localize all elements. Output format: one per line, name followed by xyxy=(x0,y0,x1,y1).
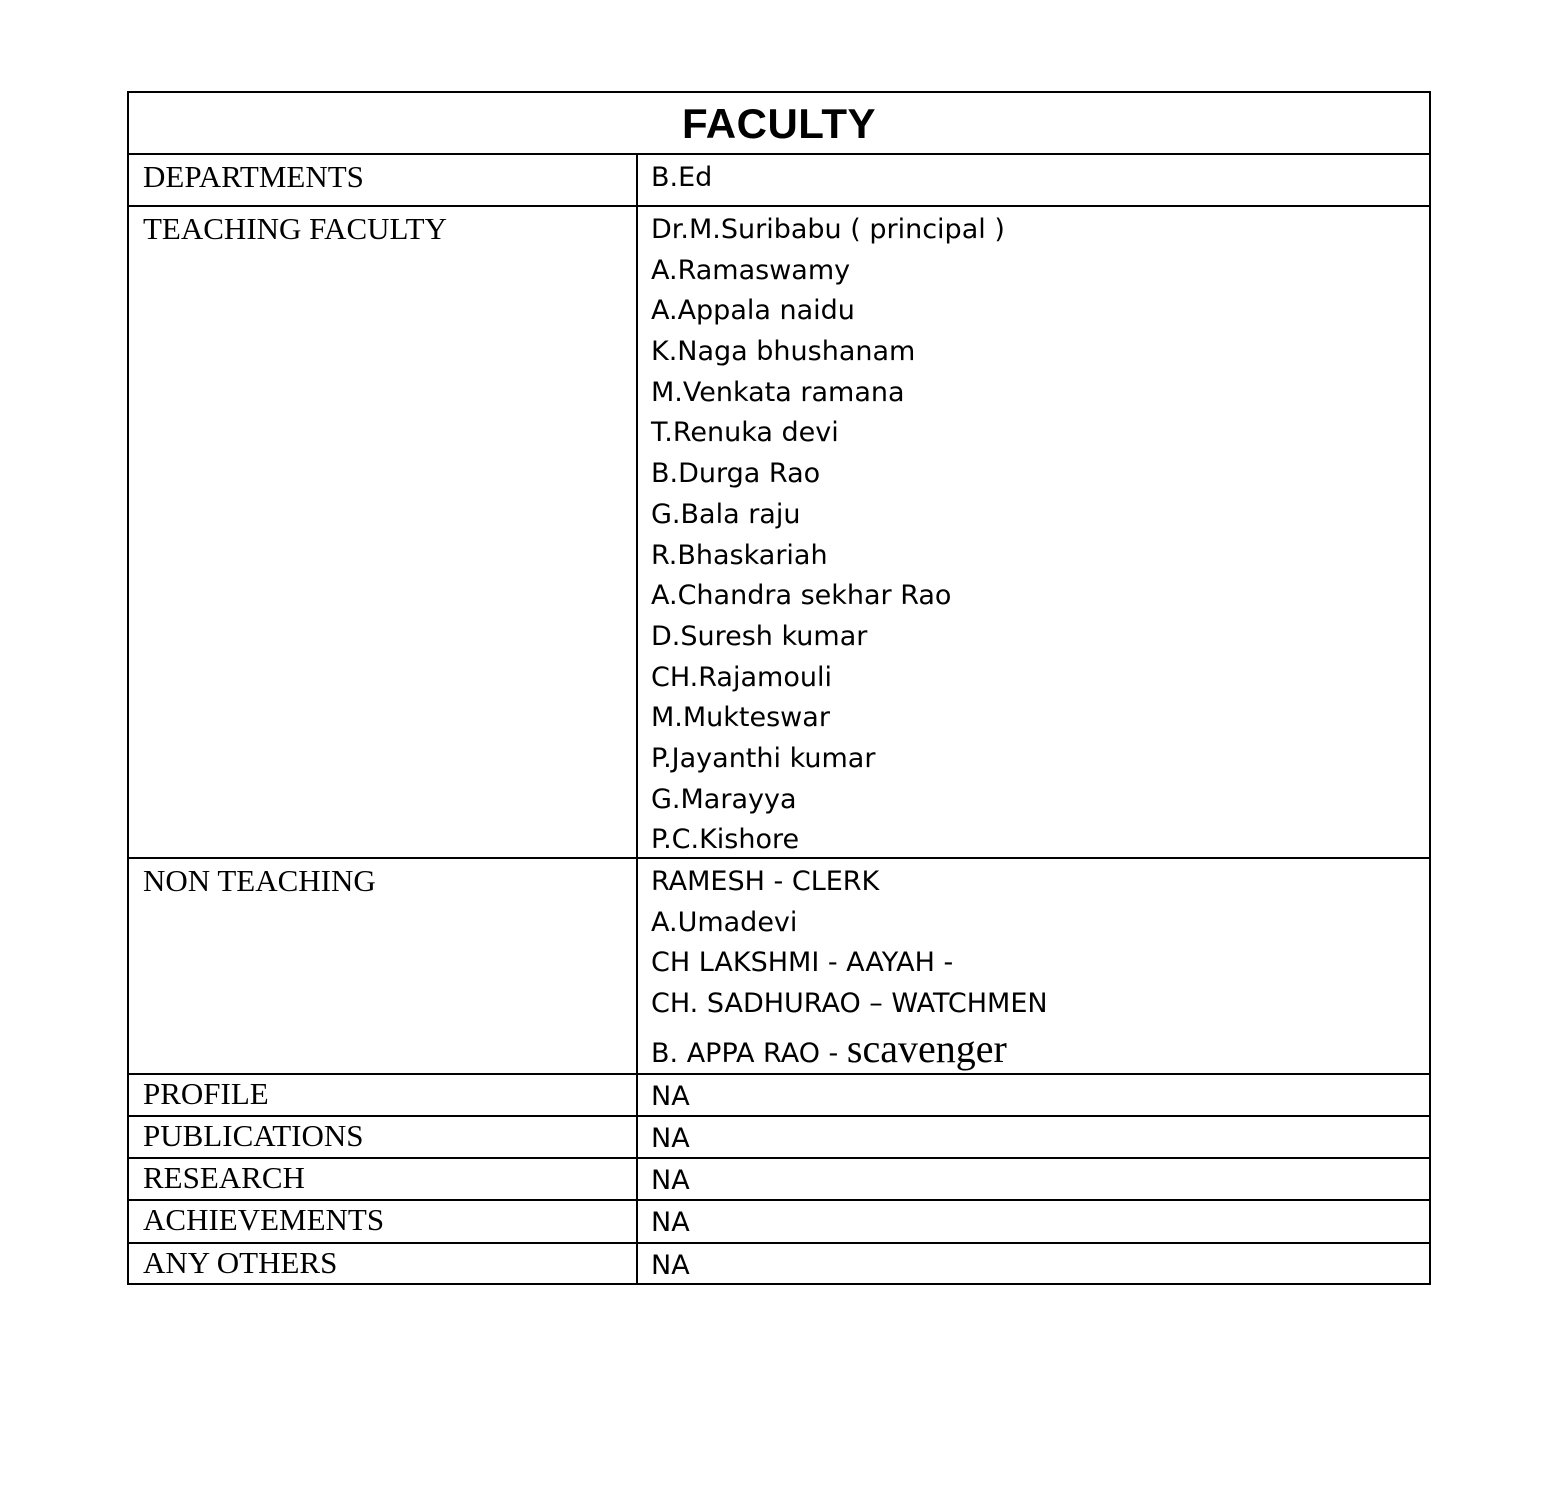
departments-row xyxy=(129,155,1429,207)
departments-label: DEPARTMENTS xyxy=(143,159,364,194)
profile-label: PROFILE xyxy=(143,1076,269,1111)
teaching-faculty-name: G.Bala raju xyxy=(651,498,801,530)
research-label: RESEARCH xyxy=(143,1160,305,1195)
publications-label: PUBLICATIONS xyxy=(143,1118,364,1153)
non-teaching-name: RAMESH - CLERK xyxy=(651,866,880,897)
teaching-faculty-name: A.Chandra sekhar Rao xyxy=(651,580,952,612)
any-others-row xyxy=(129,1244,1429,1285)
profile-row xyxy=(129,1075,1429,1117)
teaching-faculty-name: G.Marayya xyxy=(651,783,797,815)
achievements-label: ACHIEVEMENTS xyxy=(143,1202,385,1237)
non-teaching-list xyxy=(651,862,1048,1073)
profile-value: NA xyxy=(651,1081,690,1112)
teaching-faculty-name: K.Naga bhushanam xyxy=(651,336,916,368)
non-teaching-last-role: scavenger xyxy=(846,1025,1007,1071)
teaching-faculty-name: R.Bhaskariah xyxy=(651,539,828,571)
teaching-faculty-name: Dr.M.Suribabu ( principal ) xyxy=(651,214,1005,245)
publications-row xyxy=(129,1117,1429,1159)
teaching-faculty-label: TEACHING FACULTY xyxy=(143,211,447,246)
teaching-faculty-name: P.Jayanthi kumar xyxy=(651,742,876,774)
teaching-faculty-name: A.Ramaswamy xyxy=(651,254,851,286)
teaching-faculty-name: CH.Rajamouli xyxy=(651,661,832,693)
teaching-faculty-name: T.Renuka devi xyxy=(651,417,839,449)
non-teaching-label: NON TEACHING xyxy=(143,863,376,898)
column-divider xyxy=(636,155,638,1285)
research-row xyxy=(129,1159,1429,1201)
any-others-label: ANY OTHERS xyxy=(143,1245,338,1280)
table-title: FACULTY xyxy=(129,93,1429,155)
teaching-faculty-name: M.Venkata ramana xyxy=(651,376,905,408)
any-others-value: NA xyxy=(651,1250,690,1281)
achievements-value: NA xyxy=(651,1207,690,1238)
achievements-row xyxy=(129,1201,1429,1244)
teaching-faculty-name: M.Mukteswar xyxy=(651,702,830,734)
teaching-faculty-name: B.Durga Rao xyxy=(651,458,821,490)
teaching-faculty-list xyxy=(651,210,1005,861)
non-teaching-name: A.Umadevi xyxy=(651,906,798,938)
publications-value: NA xyxy=(651,1123,690,1154)
teaching-faculty-name: D.Suresh kumar xyxy=(651,620,868,652)
non-teaching-name: CH LAKSHMI - AAYAH - xyxy=(651,947,954,979)
teaching-faculty-row xyxy=(129,207,1429,859)
faculty-table xyxy=(127,91,1431,1285)
non-teaching-row xyxy=(129,859,1429,1075)
teaching-faculty-name: P.C.Kishore xyxy=(651,824,800,856)
research-value: NA xyxy=(651,1165,690,1196)
departments-value: B.Ed xyxy=(651,162,713,193)
non-teaching-name: CH. SADHURAO – WATCHMEN xyxy=(651,988,1048,1020)
non-teaching-name-last xyxy=(651,1025,1048,1073)
non-teaching-last-prefix: B. APPA RAO - xyxy=(651,1037,847,1069)
teaching-faculty-name: A.Appala naidu xyxy=(651,295,855,327)
